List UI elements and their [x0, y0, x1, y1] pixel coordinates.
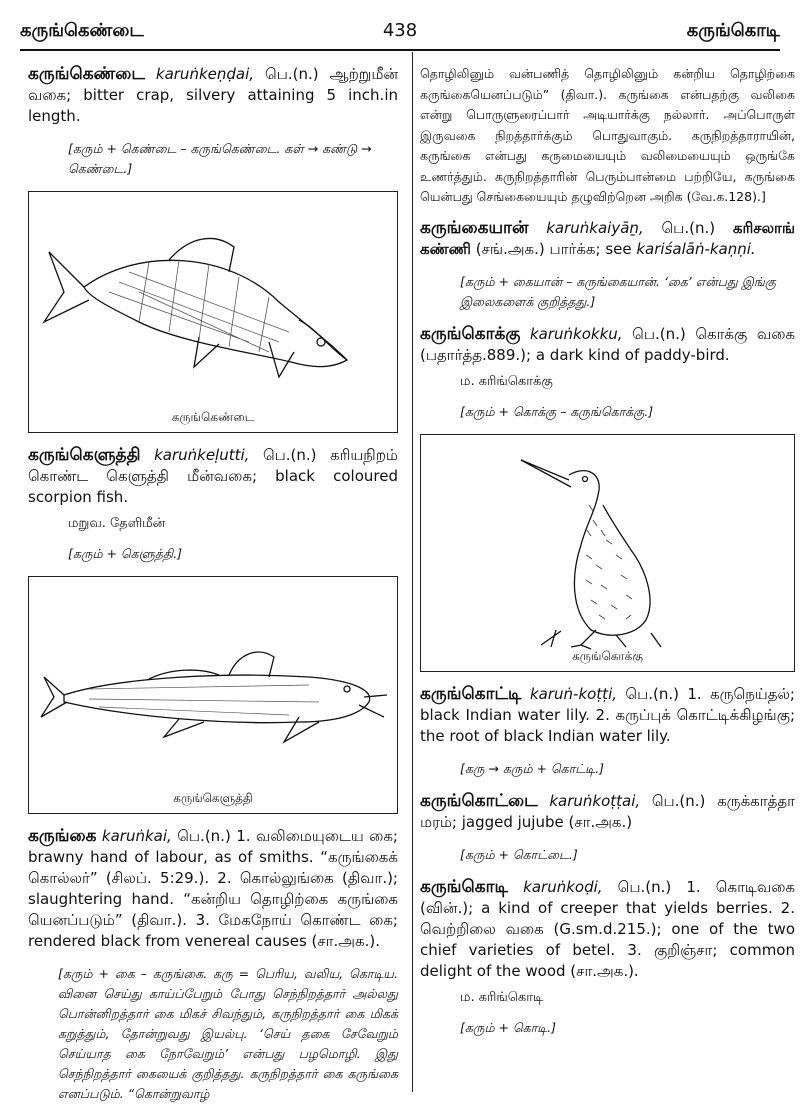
- header-left-word: கருங்கெண்டை: [20, 20, 144, 41]
- etymology: [கரும் + கையான் – கருங்கையான். ‘கை’ என்பது இங்கு இலைகளைக் குறித்தது.]: [460, 273, 776, 309]
- left-column: [28, 64, 398, 1116]
- entry-karunkai: [28, 826, 398, 952]
- entry-karunkelutti: [28, 445, 398, 508]
- headword: கருங்கெண்டை: [28, 64, 145, 84]
- transliteration: karuṅ-koṭṭi,: [529, 684, 618, 703]
- definition: பெ.(n.) கரியநிறம் கொண்ட கெளுத்தி மீன்வகை; black coloured scorpion fish.: [28, 446, 398, 506]
- see-reference: kariśalāṅ-kaṇṇi.: [636, 239, 756, 258]
- definition: பெ.(n.) 1. கொடிவகை (வின்.); a kind of creeper that yields berries. 2. வெற்றிலை வகை (G.sm.d.215.); one of the two chief varieties of betel. 3. குறிஞ்சா; common delight of the wood (சா.அக.).: [420, 877, 795, 980]
- cross-reference: கரிசலாங் கண்ணி: [420, 218, 795, 258]
- etymology: [கரும் + கை – கருங்கை. கரு = பெரிய, வலிய, கொடிய. வினை செய்து காய்ப்பேறும் போது செந்நிறத்தார் அல்லது பொன்னிறத்தார் கை மிகச் சிவந்தும், கருநிறத்தார் கை மிகக் கறுத்தும், தோன்றுவது இயல்பு. ‘செய் தகை சேவேறும் செய்யாத கை நோவேறும்’ என்பது பழமொழி. இது செந்நிறத்தார் கையைக் குறித்தது. கருநிறத்தார் கை கருங்கை எனப்படும். “கொன்றுவாழ்: [58, 966, 398, 1101]
- etymology: [கரும் + கொக்கு – கருங்கொக்கு.]: [460, 403, 654, 419]
- malayalam-note: ம. கரிங்கொக்கு: [460, 373, 553, 389]
- transliteration: karuṅkeḷutti,: [154, 446, 250, 464]
- transliteration: karuṅkeṇḍai,: [155, 65, 255, 83]
- headword: கருங்கொடி: [420, 876, 509, 897]
- entry-karunkottai: [420, 791, 795, 833]
- headword: கருங்கை: [28, 826, 97, 846]
- synonym-note: மறுவ. தேளிமீன்: [68, 516, 166, 531]
- headword: கருங்கெளுத்தி: [28, 445, 141, 465]
- etymology: [கரும் + கொட்டை.]: [460, 846, 578, 862]
- definition: பெ.(n.) கொக்கு வகை (பதார்த்த.889.); a dark kind of paddy-bird.: [420, 324, 795, 364]
- etymology: [கரும் + கெளுத்தி.]: [68, 546, 183, 561]
- definition: பெ.(n.) 1. வலிமையுடைய கை; brawny hand of labour, as of smiths. “கருங்கைக் கொல்லர்” (சிலப். 5:29.). 2. கொல்லுங்கை (திவா.); slaughtering hand. “கன்றிய தொழிற்கை கருங்கை யெனப்படும்” (திவா.). 3. மேகநோய் கொண்ட கை; rendered black from venereal causes (சா.அக.).: [28, 827, 398, 950]
- fish-kelutti-illustration: [29, 577, 397, 813]
- malayalam-note: ம. கரிங்கொடி: [460, 989, 544, 1005]
- headword: கருங்கொக்கு: [420, 323, 521, 344]
- right-column: [420, 64, 795, 1050]
- column-divider: [412, 52, 413, 1092]
- definition: (சங்.அக.) பார்க்க; see: [471, 239, 637, 258]
- transliteration: karuṅkaiyāṉ,: [546, 218, 644, 237]
- figure-caption: கருங்கொக்கு: [572, 648, 643, 663]
- headword: கருங்கொட்டி: [420, 683, 522, 704]
- transliteration: karuṅkokku,: [529, 324, 623, 343]
- entry-karunkotti: [420, 684, 795, 747]
- page-header: [20, 20, 780, 44]
- bittern-illustration: [421, 435, 794, 671]
- definition: பெ.(n.): [643, 218, 733, 237]
- header-rule: [20, 49, 780, 51]
- entry-karunkendai: [28, 64, 398, 127]
- fish-kendai-illustration: [29, 192, 397, 432]
- page-number: 438: [382, 20, 418, 41]
- definition: பெ.(n.) 1. கருநெய்தல்; black Indian water lily. 2. கருப்புக் கொட்டிக்கிழங்கு; the root of black Indian water lily.: [420, 684, 795, 745]
- entry-karunkodi: [420, 877, 795, 982]
- entry-karunkokku: [420, 324, 795, 366]
- entry-karunkaiyan: [420, 218, 795, 260]
- etymology: [கரும் + கெண்டை – கருங்கெண்டை. கள் → கண்டு → கெண்டை.]: [68, 141, 372, 176]
- transliteration: karuṅkai,: [101, 827, 172, 845]
- figure-caption: கருங்கெண்டை: [171, 410, 255, 424]
- continued-etymology: தொழிலினும் வன்பணித் தொழிலினும் கன்றிய தொழிற்கை கருங்கையெனப்படும்” (திவா.). கருங்கை என்பதற்கு வலிகை என்று பொருளுரைப்பார் அடியார்க்கு நல்லார். அப்பொருள் இருவகை நிறத்தார்க்கும் பொதுவாகும். கருநிறத்தாராயின், கருங்கை என்பது கருமையையும் வலிமையையும் ஒருங்கே உணர்த்தும். கருநிறத்தாரின் பெரும்பான்மை பற்றியே, கருங்கை யென்பது செங்கையையும் தழுவிற்றென அறிக (வே.க.128).]: [420, 66, 795, 204]
- definition: பெ.(n.) ஆற்றுமீன் வகை; bitter crap, silvery attaining 5 inch.in length.: [28, 65, 398, 125]
- etymology: [கரும் + கொடி.]: [460, 1019, 556, 1035]
- figure-fish-kelutti: [28, 576, 398, 814]
- header-right-word: கருங்கொடி: [686, 20, 780, 41]
- headword: கருங்கையான்: [420, 217, 529, 238]
- definition: பெ.(n.) கருக்காத்தா மரம்; jagged jujube (சா.அக.): [420, 791, 795, 831]
- transliteration: karuṅkoḍi,: [523, 877, 603, 896]
- transliteration: karuṅkoṭṭai,: [549, 791, 641, 810]
- figure-caption: கருங்கெளுத்தி: [173, 791, 253, 805]
- figure-fish-kendai: [28, 191, 398, 433]
- figure-bittern: [420, 434, 795, 672]
- etymology: [கரு → கரும் + கொட்டி.]: [460, 760, 604, 776]
- headword: கருங்கொட்டை: [420, 790, 538, 811]
